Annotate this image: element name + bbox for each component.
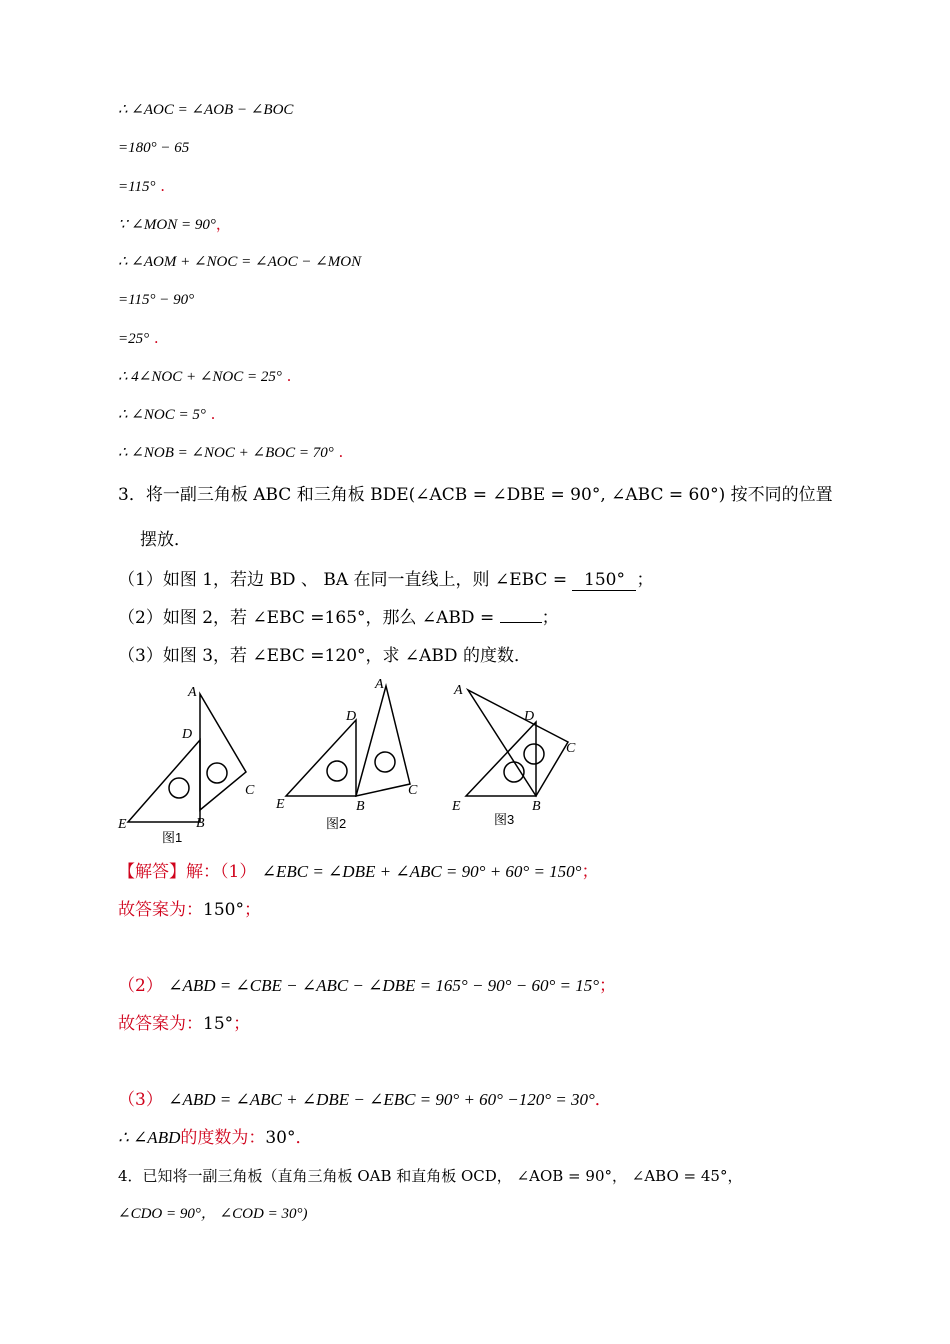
fig1-label-C: C [245, 783, 255, 798]
fig1-label-B: B [196, 816, 205, 831]
figure-1 [128, 694, 246, 822]
q3-part2-blank [500, 622, 542, 623]
derivation-line-8: ∴ 4∠NOC + ∠NOC = 25° . [118, 367, 292, 385]
q3-part1-answer: 150° [572, 570, 636, 591]
answer-part1: 【解答】解：（1） ∠EBC = ∠DBE + ∠ABC = 90° + 60° = 150°； [118, 862, 599, 882]
fig2-label-B: B [356, 799, 365, 814]
derivation-line-9: ∴ ∠NOC = 5° . [118, 405, 216, 423]
fig3-label-C: C [566, 741, 576, 756]
fig2-label-E: E [276, 797, 285, 812]
derivation-line-2: =180° − 65 [118, 140, 190, 156]
fig3-label-B: B [532, 799, 541, 814]
derivation-line-6: =115° − 90° [118, 292, 195, 308]
fig3-label-D: D [524, 709, 535, 724]
fig3-label-A: A [454, 683, 463, 698]
fig3-label-E: E [452, 799, 461, 814]
figures [110, 672, 590, 852]
derivation-line-1: ∴ ∠AOC = ∠AOB − ∠BOC [118, 102, 294, 118]
fig2-label-A: A [375, 677, 384, 692]
answer-part3-result: ∴ ∠ABD的度数为：30°． [118, 1128, 313, 1148]
derivation-line-3: =115° . [118, 177, 166, 195]
derivation-line-10: ∴ ∠NOB = ∠NOC + ∠BOC = 70° . [118, 443, 344, 461]
derivation-line-4: ∵ ∠MON = 90°， [118, 215, 231, 233]
fig2-caption: 图2 [326, 816, 347, 831]
fig1-label-A: A [188, 685, 197, 700]
answer-part1-result: 故答案为：150°； [118, 900, 261, 920]
fig1-caption: 图1 [162, 830, 183, 845]
q3-part1: （1）如图 1，若边 BD 、 BA 在同一直线上，则 ∠EBC = 150° ； [118, 570, 654, 590]
figure-2 [286, 686, 410, 796]
fig1-label-D: D [182, 727, 193, 742]
q3-part2: （2）如图 2，若 ∠EBC =165°，那么 ∠ABD = ； [118, 608, 559, 628]
fig3-caption: 图3 [494, 812, 515, 827]
q3-stem-line1: 3．将一副三角板 ABC 和三角板 BDE(∠ACB = ∠DBE = 90°, ∠ABC = 60°) 按不同的位置 [118, 485, 833, 505]
fig2-label-C: C [408, 783, 418, 798]
derivation-line-5: ∴ ∠AOM + ∠NOC = ∠AOC − ∠MON [118, 254, 362, 270]
q4-stem-line2: ∠CDO = 90°， ∠COD = 30°) [118, 1206, 308, 1222]
q3-part3: （3）如图 3，若 ∠EBC =120°，求 ∠ABD 的度数． [118, 646, 531, 666]
answer-part2: （2） ∠ABD = ∠CBE − ∠ABC − ∠DBE = 165° − 90° − 60° = 15°； [118, 976, 617, 996]
answer-part2-result: 故答案为：15°； [118, 1014, 251, 1034]
derivation-line-7: =25° . [118, 329, 159, 347]
q3-stem-line2: 摆放． [140, 530, 191, 550]
fig1-label-E: E [118, 817, 127, 832]
q4-stem-line1: 4．已知将一副三角板（直角三角板 OAB 和直角板 OCD， ∠AOB = 90°， ∠ABO = 45°， [118, 1167, 743, 1185]
fig2-label-D: D [346, 709, 357, 724]
figure-3 [466, 690, 568, 796]
answer-part3: （3） ∠ABD = ∠ABC + ∠DBE − ∠EBC = 90° + 60° −120° = 30°． [118, 1090, 612, 1110]
